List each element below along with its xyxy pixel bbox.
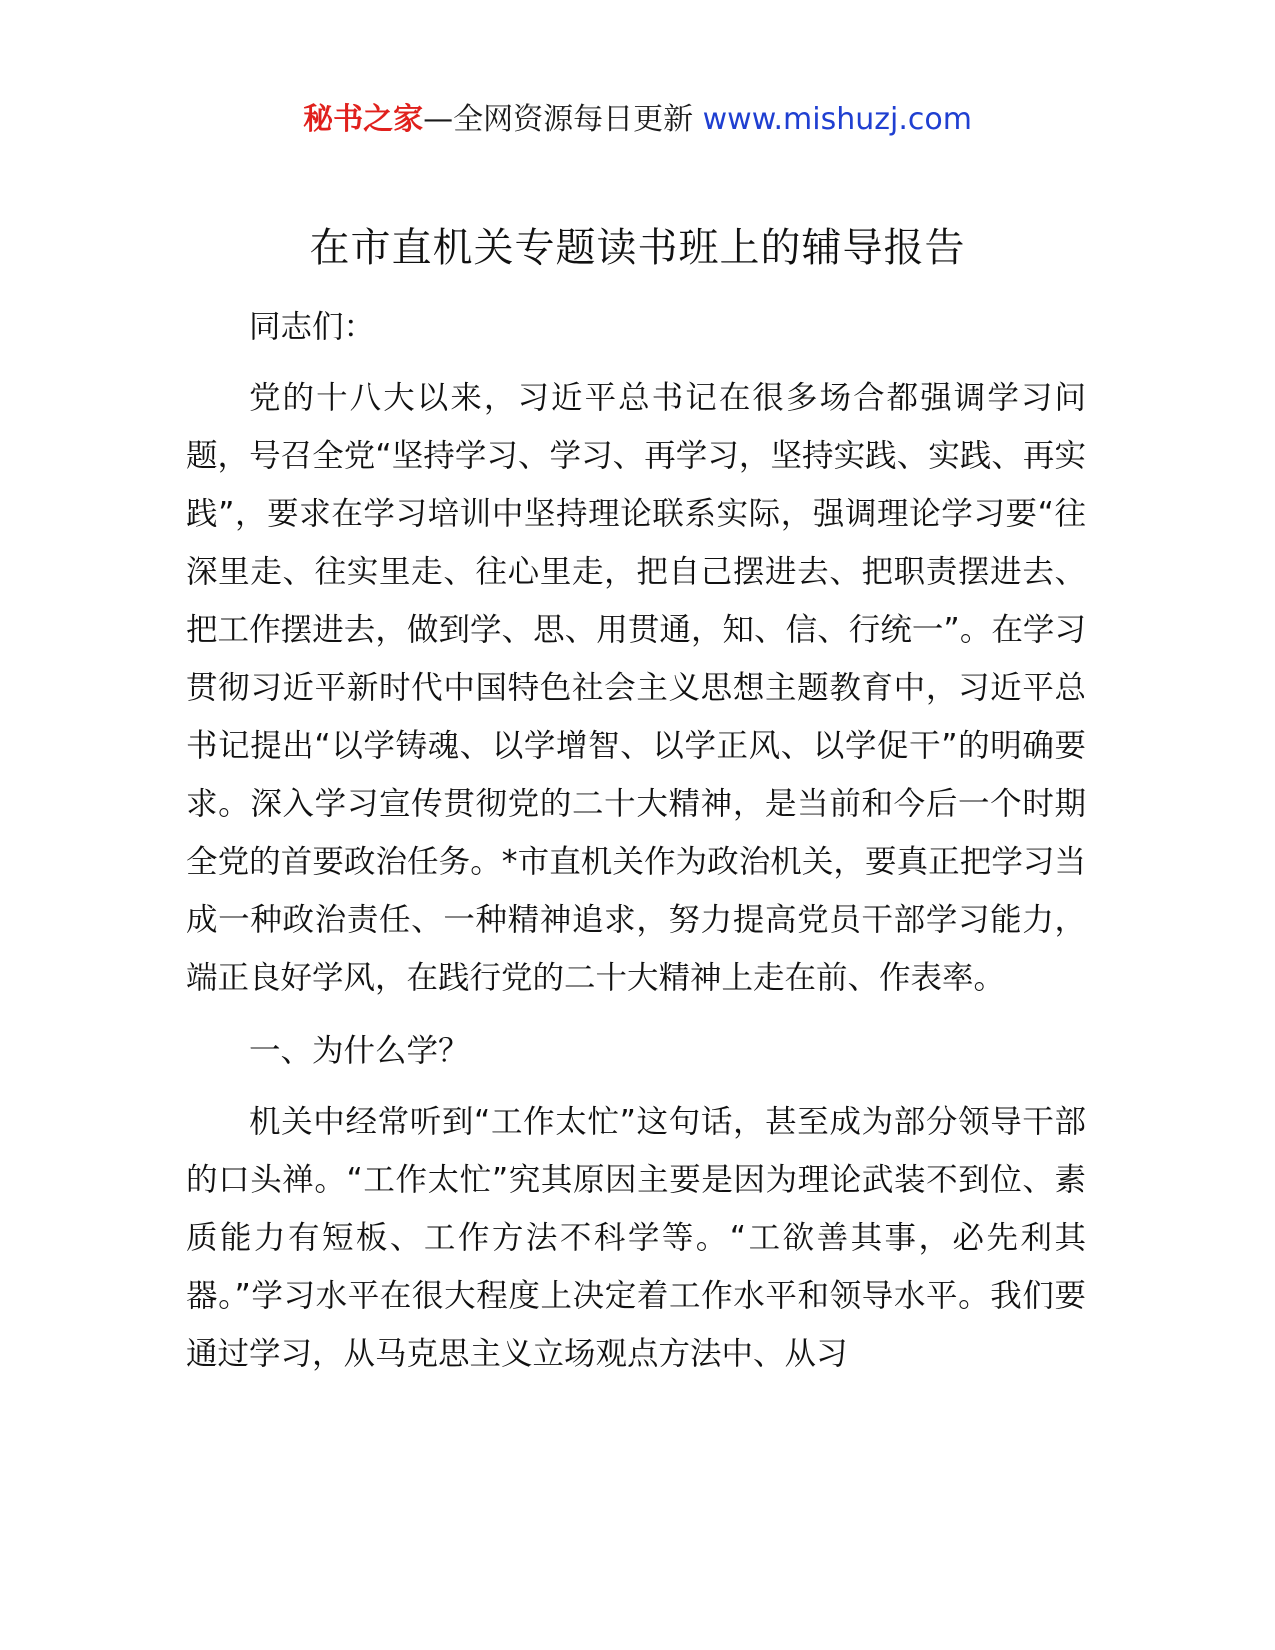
paragraph-2: 机关中经常听到“工作太忙”这句话，甚至成为部分领导干部的口头禅。“工作太忙”究其原因主要是因为理论武装不到位、素质能力有短板、工作方法不科学等。“工欲善其事，必先利其器。”学习水平在很大程度上决定着工作水平和领导水平。我们要通过学习，从马克思主义立场观点方法中、从习 (186, 1104, 1086, 1372)
salutation: 同志们： (249, 309, 376, 345)
document-title: 在市直机关专题读书班上的辅导报告 (309, 225, 966, 271)
site-brand: 秘书之家 (303, 102, 424, 137)
document-body (186, 298, 1086, 1383)
section-heading: 一、为什么学？ (249, 1033, 470, 1069)
paragraph-1: 党的十八大以来，习近平总书记在很多场合都强调学习问题，号召全党“坚持学习、学习、再学习，坚持实践、实践、再实践”，要求在学习培训中坚持理论联系实际，强调理论学习要“往深里走、往实里走、往心里走，把自己摆进去、把职责摆进去、把工作摆进去，做到学、思、用贯通，知、信、行统一”。在学习贯彻习近平新时代中国特色社会主义思想主题教育中，习近平总书记提出“以学铸魂、以学增智、以学正风、以学促干”的明确要求。深入学习宣传贯彻党的二十大精神，是当前和今后一个时期全党的首要政治任务。*市直机关作为政治机关，要真正把学习当成一种政治责任、一种精神追求，努力提高党员干部学习能力，端正良好学风，在践行党的二十大精神上走在前、作表率。 (186, 380, 1086, 996)
site-url-link[interactable]: www.mishuzj.com (702, 102, 972, 137)
site-slogan: —全网资源每日更新 (423, 102, 694, 137)
site-header (0, 100, 1275, 140)
